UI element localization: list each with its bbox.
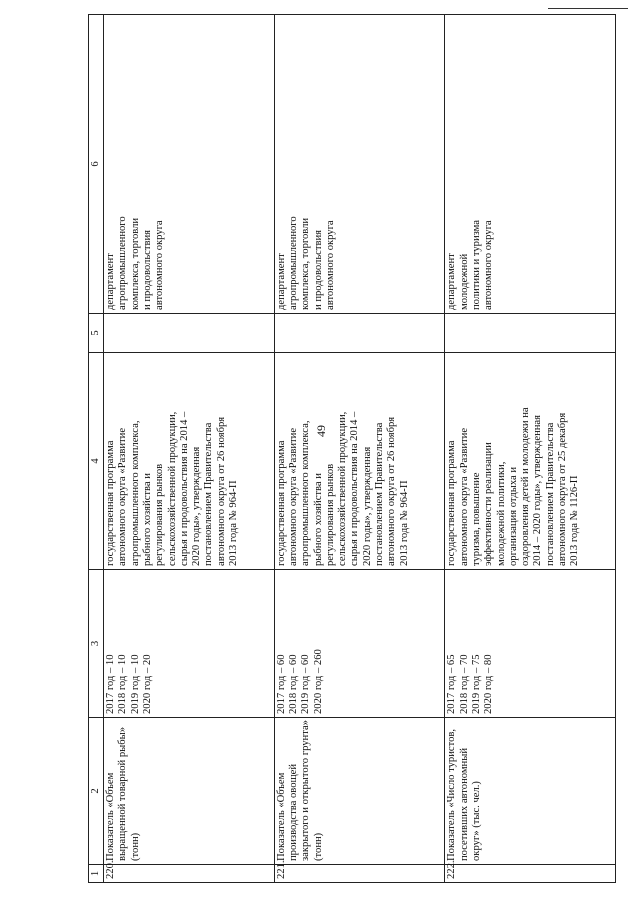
text-line: государственная программа xyxy=(105,440,117,566)
column-header: 2 xyxy=(89,718,104,865)
text-line: 2014 – 2020 годы», утвержденная xyxy=(532,415,544,566)
text-line: рыбного хозяйства и xyxy=(312,473,324,566)
text-line: департамент xyxy=(446,253,458,310)
department-cell xyxy=(274,15,445,314)
indicator-cell xyxy=(104,718,275,865)
text-line: производства овощей xyxy=(287,763,299,861)
row-number-cell: 221. xyxy=(274,865,445,883)
empty-cell xyxy=(104,314,275,353)
text-line: рыбного хозяйства и xyxy=(141,473,153,566)
text-line: 2020 годы», утвержденная xyxy=(361,446,373,566)
text-line: 2013 года № 1126-П xyxy=(569,475,581,566)
text-line: регулирования рынков xyxy=(154,463,166,566)
text-line: агропромышленного комплекса, xyxy=(129,420,141,566)
department-cell xyxy=(104,15,275,314)
text-line: автономного округа «Развитие xyxy=(287,427,299,566)
text-line: постановлением Правительства xyxy=(203,422,215,566)
text-line: 2020 год – 20 xyxy=(141,654,153,714)
text-line: 2019 год – 60 xyxy=(300,654,312,714)
text-line: агропромышленного xyxy=(287,216,299,310)
page-number: 49 xyxy=(314,425,328,437)
text-line: 2020 годы», утвержденная xyxy=(191,446,203,566)
row-number-cell: 222. xyxy=(445,865,616,883)
text-line: выращенной товарной рыбы» xyxy=(117,726,129,861)
text-line: молодежной политики, xyxy=(495,461,507,566)
target-values-cell xyxy=(274,570,445,718)
corner-rule xyxy=(548,8,628,9)
text-line: посетивших автономный xyxy=(458,748,470,861)
indicator-cell xyxy=(445,718,616,865)
text-line: 2018 год – 60 xyxy=(287,654,299,714)
text-line: автономного округа xyxy=(324,220,336,310)
text-line: Показатель «Объем xyxy=(105,772,117,861)
text-line: 2017 год – 60 xyxy=(275,654,287,714)
text-line: 2013 года № 964-П xyxy=(227,480,239,566)
column-header: 1 xyxy=(89,865,104,883)
text-line: закрытого и открытого грунта» xyxy=(300,720,312,861)
text-line: Показатель «Объем xyxy=(275,772,287,861)
empty-cell xyxy=(445,314,616,353)
program-cell xyxy=(274,353,445,570)
column-header: 6 xyxy=(89,15,104,314)
text-line: автономного округа от 25 декабря xyxy=(557,412,568,566)
column-header: 5 xyxy=(89,314,104,353)
text-line: департамент xyxy=(275,253,287,310)
text-line: автономного округа «Развитие xyxy=(117,427,129,566)
text-line: округ» (тыс. чел.) xyxy=(470,781,482,861)
text-line: сельскохозяйственной продукции, xyxy=(166,411,178,566)
text-line: постановлением Правительства xyxy=(544,422,556,566)
text-line: 2018 год – 10 xyxy=(117,654,129,714)
text-line: туризма, повышение xyxy=(470,472,482,566)
target-values-cell xyxy=(445,570,616,718)
text-line: эффективности реализации xyxy=(483,442,495,566)
text-line: агропромышленного xyxy=(117,216,129,310)
text-line: комплекса, торговли xyxy=(129,217,141,310)
text-line: (тонн) xyxy=(129,832,141,861)
text-line: комплекса, торговли xyxy=(300,217,312,310)
text-line: политики и туризма xyxy=(470,220,482,310)
empty-cell xyxy=(274,314,445,353)
text-line: 2018 год – 70 xyxy=(458,654,470,714)
text-line: агропромышленного комплекса, xyxy=(300,420,312,566)
text-line: и продовольствия xyxy=(141,229,153,310)
target-values-cell xyxy=(104,570,275,718)
text-line: молодежной xyxy=(458,253,470,310)
column-header: 4 xyxy=(89,353,104,570)
text-line: регулирования рынков xyxy=(324,463,336,566)
text-line: сырья и продовольствия на 2014 – xyxy=(178,411,190,566)
department-cell xyxy=(445,15,616,314)
row-number-cell: 220. xyxy=(104,865,275,883)
text-line: государственная программа xyxy=(446,440,458,566)
text-line: автономного округа от 26 ноября xyxy=(215,416,227,566)
indicators-table xyxy=(88,14,616,883)
program-cell xyxy=(445,353,616,570)
table-row xyxy=(104,15,275,883)
text-line: сырья и продовольствия на 2014 – xyxy=(349,411,361,566)
column-header: 3 xyxy=(89,570,104,718)
text-line: 2019 год – 75 xyxy=(470,654,482,714)
text-line: 2020 год – 260 xyxy=(312,649,324,714)
text-line: Показатель «Число туристов, xyxy=(446,728,458,861)
program-cell xyxy=(104,353,275,570)
text-line: 2017 год – 10 xyxy=(105,654,117,714)
table-header-row xyxy=(89,15,104,883)
text-line: постановлением Правительства xyxy=(374,422,386,566)
table-row xyxy=(274,15,445,883)
text-line: сельскохозяйственной продукции, xyxy=(337,411,349,566)
text-line: автономного округа xyxy=(154,220,166,310)
text-line: оздоровления детей и молодежи на xyxy=(520,407,532,566)
text-line: (тонн) xyxy=(312,832,324,861)
rotated-table-wrapper xyxy=(88,15,616,883)
text-line: автономного округа xyxy=(483,220,495,310)
text-line: и продовольствия xyxy=(312,229,324,310)
text-line: 2020 год – 80 xyxy=(483,654,495,714)
text-line: организация отдыха и xyxy=(507,466,519,566)
text-line: 2019 год – 10 xyxy=(129,654,141,714)
indicator-cell xyxy=(274,718,445,865)
text-line: автономного округа «Развитие xyxy=(458,427,470,566)
text-line: государственная программа xyxy=(275,440,287,566)
text-line: автономного округа от 26 ноября xyxy=(386,416,398,566)
text-line: 2017 год – 65 xyxy=(446,654,458,714)
text-line: департамент xyxy=(105,253,117,310)
table-row xyxy=(445,15,616,883)
text-line: 2013 года № 964-П xyxy=(398,480,410,566)
